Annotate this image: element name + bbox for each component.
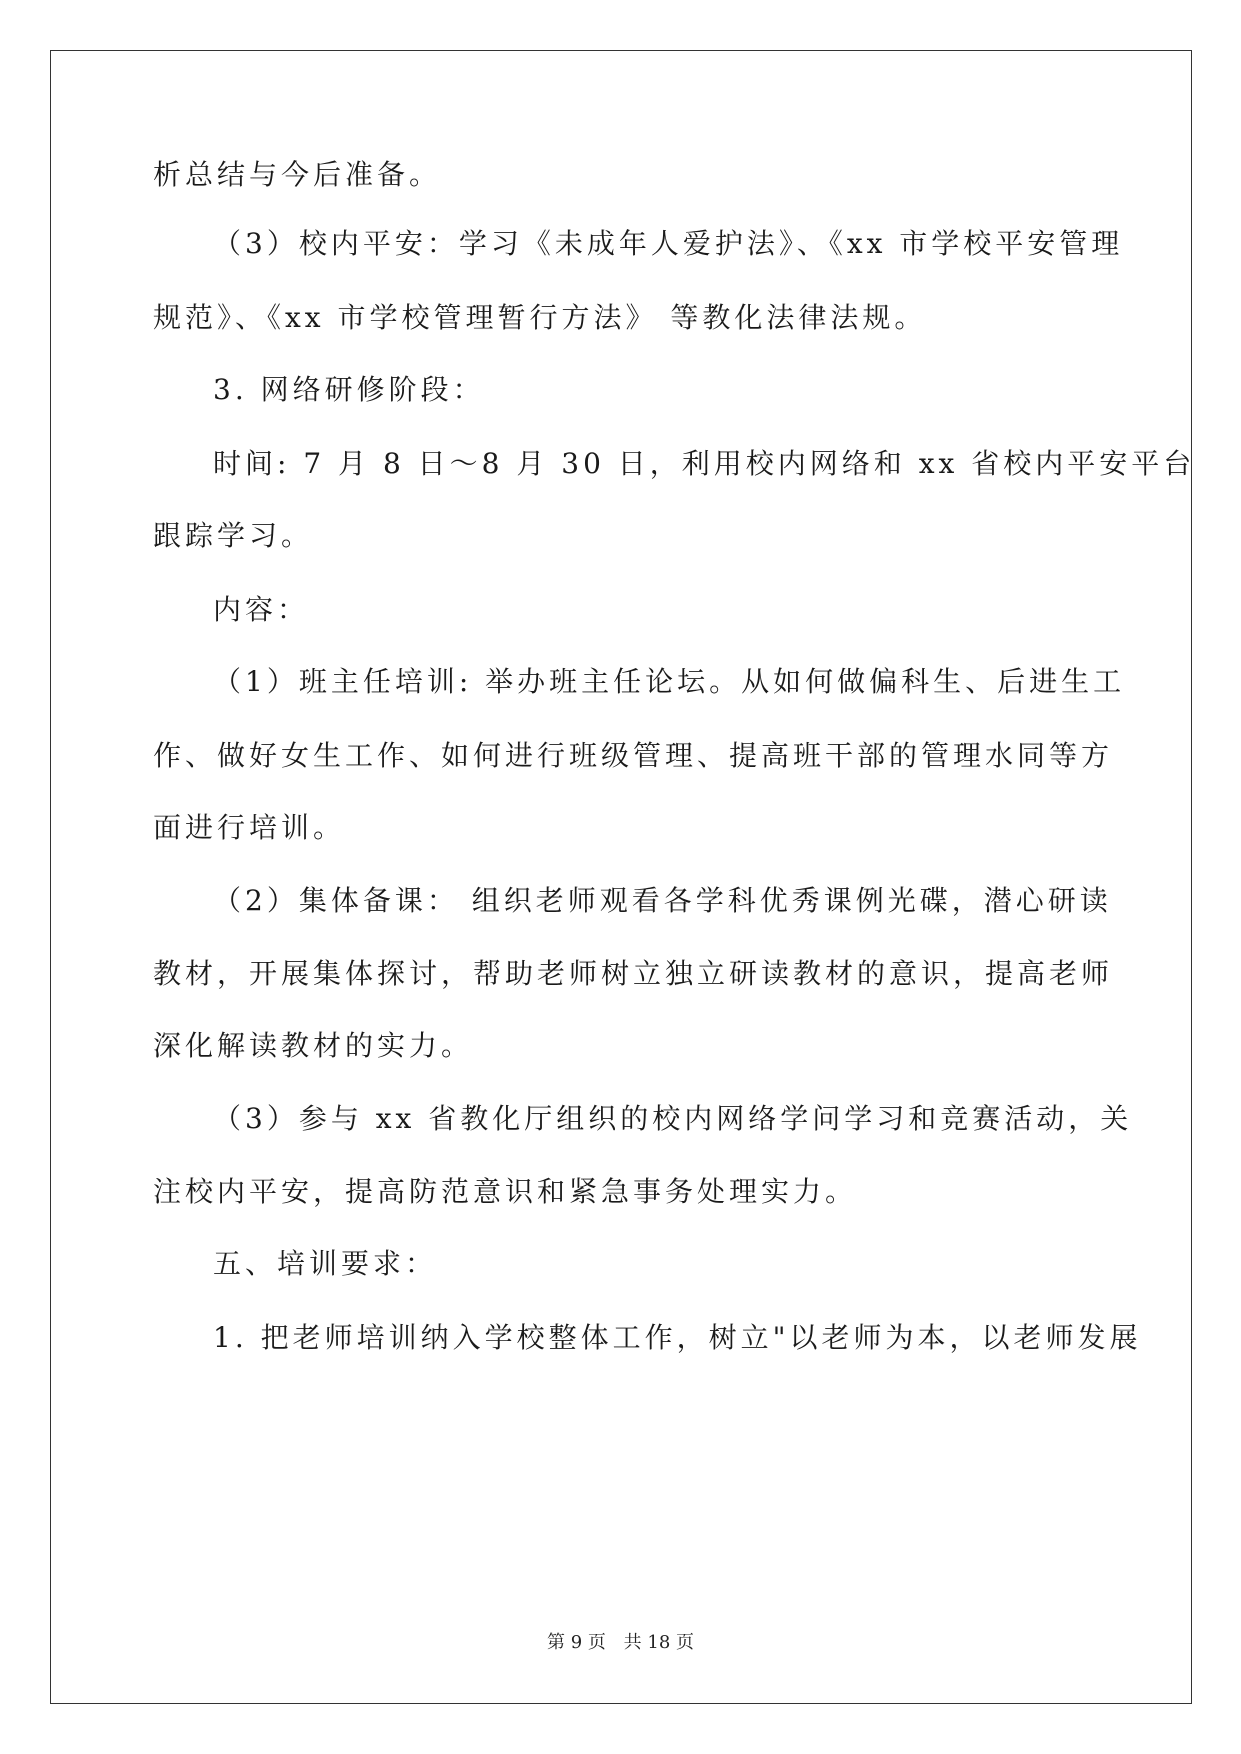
page-total: 共 18 页 [623, 1632, 694, 1653]
text-line: 1. 把老师培训纳入学校整体工作，树立"以老师为本，以老师发展 [213, 1321, 1142, 1354]
text-line: 作、做好女生工作、如何进行班级管理、提高班干部的管理水同等方 [153, 739, 1114, 772]
text-line: （1）班主任培训: 举办班主任论坛。从如何做偏科生、后进生工 [213, 665, 1126, 698]
text-line: 3. 网络研修阶段： [213, 373, 485, 406]
text-line: 教材，开展集体探讨，帮助老师树立独立研读教材的意识，提高老师 [153, 957, 1114, 990]
page-border [50, 50, 1192, 1704]
text-line: 析总结与今后准备。 [153, 158, 442, 191]
page-footer [0, 1631, 1241, 1655]
text-line: 规范》、《xx 市学校管理暂行方法》 等教化法律法规。 [153, 301, 927, 334]
text-line: （3）参与 xx 省教化厅组织的校内网络学问学习和竞赛活动，关 [213, 1102, 1133, 1135]
text-line: 五、培训要求： [213, 1247, 438, 1280]
text-line: 时间: 7 月 8 日～8 月 30 日，利用校内网络和 xx 省校内平安平台 [213, 447, 1196, 480]
text-line: 深化解读教材的实力。 [153, 1029, 474, 1062]
text-line: 面进行培训。 [153, 811, 346, 844]
page-number: 第 9 页 [547, 1632, 606, 1653]
text-line: 内容： [213, 593, 310, 626]
text-line: 跟踪学习。 [153, 519, 314, 552]
text-line: 注校内平安，提高防范意识和紧急事务处理实力。 [153, 1175, 858, 1208]
text-line: （2）集体备课： 组织老师观看各学科优秀课例光碟，潜心研读 [213, 884, 1112, 917]
text-line: （3）校内平安：学习《未成年人爱护法》、《xx 市学校平安管理 [213, 227, 1124, 260]
